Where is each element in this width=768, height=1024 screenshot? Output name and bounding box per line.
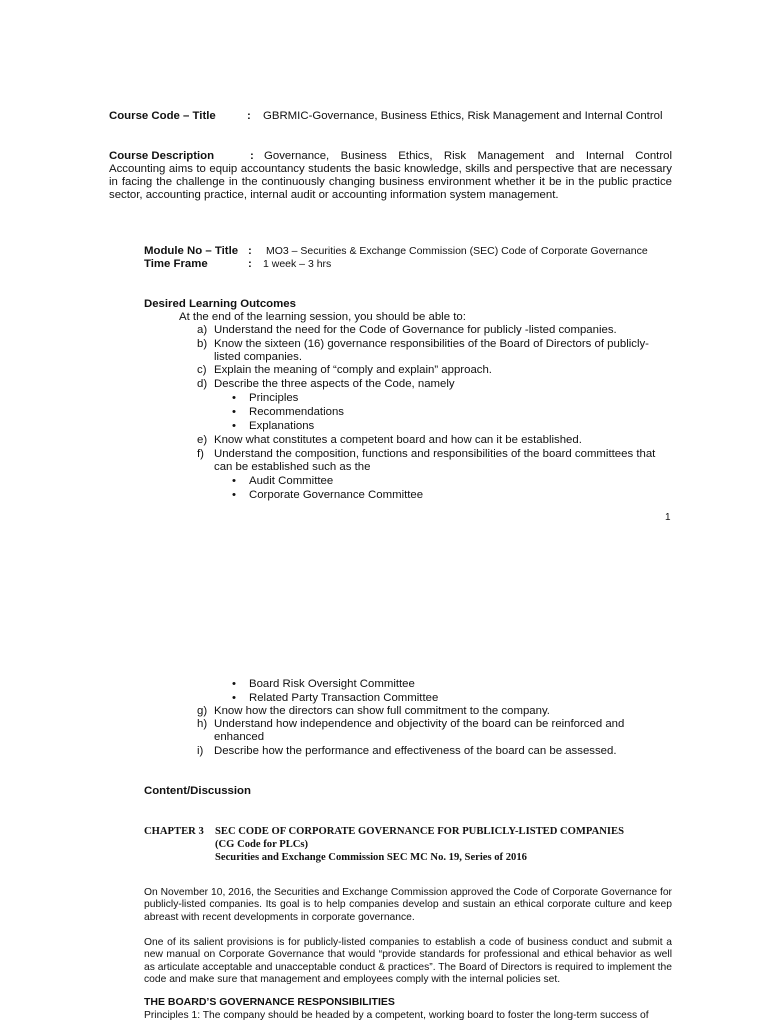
outcome-d: Describe the three aspects of the Code, namely [214, 378, 455, 390]
course-code-value: GBRMIC-Governance, Business Ethics, Risk Management and Internal Control [263, 110, 663, 122]
outcome-c: Explain the meaning of “comply and explain” approach. [214, 364, 492, 376]
time-frame-colon: : [248, 258, 252, 270]
time-frame-label: Time Frame [144, 258, 208, 270]
time-frame-value: 1 week – 3 hrs [263, 258, 332, 270]
outcome-i-marker: i) [197, 745, 204, 757]
outcome-g: Know how the directors can show full commitment to the company. [214, 705, 550, 717]
outcome-f-line1: Understand the composition, functions and responsibilities of the board committees that [214, 448, 656, 460]
course-desc-text: Accounting aims to equip accountancy students the basic knowledge, skills and perspective that are necessary in facing the challenge in the continuously changing business environment whether it be in the public practice sector, accounting practice, internal audit or accounting information system management. [109, 163, 672, 201]
provisions-paragraph: One of its salient provisions is for publicly-listed companies to establish a code of business conduct and submit a new manual on Corporate Governance that would “provide standards for professional and ethical behavior as well as articulate acceptable and unacceptable conduct & practices”. The Board of Directors is required to implement the code and make sure that management and employees comply with the internal policies set. [144, 937, 672, 985]
outcome-f-marker: f) [197, 448, 204, 460]
outcome-b-line1: Know the sixteen (16) governance responsibilities of the Board of Directors of publicly- [214, 338, 649, 350]
outcome-h-line1: Understand how independence and objectivity of the board can be reinforced and [214, 718, 625, 730]
outcome-f-bullet: Related Party Transaction Committee [249, 692, 439, 704]
course-desc-colon: : [250, 150, 254, 162]
course-code-colon: : [247, 110, 251, 122]
module-no-label: Module No – Title [144, 245, 239, 257]
outcome-h-line2: enhanced [214, 731, 265, 743]
chapter-subtitle: (CG Code for PLCs) [215, 839, 309, 850]
outcomes-intro: At the end of the learning session, you should be able to: [179, 311, 466, 323]
principle-1: Principles 1: The company should be headed by a competent, working board to foster the long-term success of [144, 1010, 649, 1021]
outcome-d-bullet: Explanations [249, 420, 315, 432]
outcome-d-marker: d) [197, 378, 208, 390]
outcome-f-bullet: Corporate Governance Committee [249, 489, 424, 501]
outcomes-heading: Desired Learning Outcomes [144, 298, 296, 310]
chapter-title: SEC CODE OF CORPORATE GOVERNANCE FOR PUBLICLY-LISTED COMPANIES [215, 826, 624, 837]
bullet-icon: • [232, 678, 236, 690]
outcome-e: Know what constitutes a competent board and how can it be established. [214, 434, 582, 446]
outcome-a: Understand the need for the Code of Governance for publicly -listed companies. [214, 324, 617, 336]
outcome-a-marker: a) [197, 324, 208, 336]
board-heading: THE BOARD’S GOVERNANCE RESPONSIBILITIES [144, 996, 395, 1008]
module-no-colon: : [248, 245, 252, 257]
bullet-icon: • [232, 692, 236, 704]
course-desc-first-line: Governance, Business Ethics, Risk Management and Internal Control [264, 150, 672, 162]
course-desc-label: Course Description [109, 150, 215, 162]
chapter-reference: Securities and Exchange Commission SEC MC No. 19, Series of 2016 [215, 852, 527, 863]
outcome-d-bullet: Recommendations [249, 406, 344, 418]
outcome-d-bullet: Principles [249, 392, 299, 404]
bullet-icon: • [232, 475, 236, 487]
content-heading: Content/Discussion [144, 785, 251, 797]
intro-paragraph: On November 10, 2016, the Securities and Exchange Commission approved the Code of Corporate Governance for publicly-listed companies. Its goal is to help companies develop and sustain an ethical corporate culture and keep abreast with recent developments in corporate governance. [144, 887, 672, 923]
outcome-i: Describe how the performance and effectiveness of the board can be assessed. [214, 745, 617, 757]
outcome-b-line2: listed companies. [214, 351, 303, 363]
bullet-icon: • [232, 392, 236, 404]
outcome-f-bullet: Audit Committee [249, 475, 334, 487]
course-code-label: Course Code – Title [109, 110, 216, 122]
page-number: 1 [665, 512, 671, 523]
outcome-g-marker: g) [197, 705, 208, 717]
bullet-icon: • [232, 420, 236, 432]
chapter-label: CHAPTER 3 [144, 826, 204, 837]
outcome-b-marker: b) [197, 338, 208, 350]
outcome-h-marker: h) [197, 718, 208, 730]
outcome-f-bullet: Board Risk Oversight Committee [249, 678, 415, 690]
outcome-f-line2: can be established such as the [214, 461, 371, 473]
bullet-icon: • [232, 406, 236, 418]
module-no-value: MO3 – Securities & Exchange Commission (SEC) Code of Corporate Governance [266, 245, 648, 257]
bullet-icon: • [232, 489, 236, 501]
outcome-c-marker: c) [197, 364, 207, 376]
outcome-e-marker: e) [197, 434, 208, 446]
